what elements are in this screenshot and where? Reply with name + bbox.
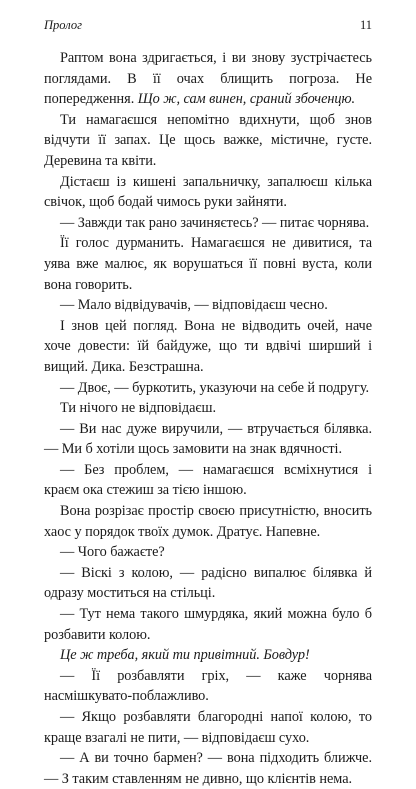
paragraph [44, 233, 372, 295]
paragraph-italic-text: Що ж, сам винен, сраний збоченцю. [137, 91, 356, 108]
paragraph-text: І знов цей погляд. Вона не відводить очей, наче хоче довести: їй байдуже, що ти вдвічі ширший і вищий. Дика. Безстрашна. [44, 317, 372, 375]
paragraph-text: — Чого бажаєте? [60, 544, 165, 561]
paragraph-text: Вона розрізає простір своєю присутністю, вносить хаос у порядок твоїх думок. Дратує. Напевне. [44, 503, 372, 540]
paragraph-italic-text: Це ж треба, який ти привітний. Бовдур! [60, 647, 310, 664]
paragraph-text: Ти нічого не відповідаєш. [60, 400, 216, 417]
paragraph [44, 295, 372, 316]
paragraph [44, 110, 372, 172]
paragraph-text: — Мало відвідувачів, — відповідаєш чесно. [60, 297, 328, 314]
paragraph [44, 460, 372, 501]
paragraph-text: Дістаєш із кишені запальничку, запалюєш кілька свічок, щоб бодай чимось руки зайняти. [44, 173, 372, 211]
paragraph-text: — Її розбавляти гріх, — каже чорнява насмішкувато-поблажливо. [44, 667, 372, 705]
running-head: Пролог [44, 18, 82, 32]
paragraph [44, 398, 372, 419]
paragraph [44, 316, 372, 378]
paragraph [44, 213, 372, 234]
paragraph [44, 378, 372, 399]
paragraph-text: — Віскі з колою, — радісно випалює білявка й одразу моститься на стільці. [44, 564, 372, 602]
paragraph-text: — А ви точно бармен? — вона підходить ближче. — З таким ставленням не дивно, що клієнтів нема. [44, 750, 372, 787]
paragraph-text: — Ви нас дуже виручили, — втручається білявка. — Ми б хотіли щось замовити на знак вдячності. [44, 420, 372, 458]
paragraph-text: — Без проблем, — намагаєшся всміхнутися і краєм ока стежиш за тією іншою. [44, 461, 372, 499]
paragraph [44, 542, 372, 563]
paragraph-text: Раптом вона здригається, і ви знову зустрічаєтесь поглядами. В її очах блищить погроза. Не попередження. [44, 50, 372, 108]
paragraph [44, 666, 372, 707]
paragraph-text: — Двоє, — буркотить, указуючи на себе й подругу. [60, 379, 370, 396]
paragraph [44, 419, 372, 460]
page-body [44, 48, 372, 789]
paragraph [44, 645, 372, 666]
paragraph-text: — Завжди так рано зачиняєтесь? — питає чорнява. [60, 214, 370, 231]
paragraph-text: Ти намагаєшся непомітно вдихнути, щоб знов відчути її запах. Це щось важке, містичне, густе. Деревина та квіти. [44, 111, 372, 169]
paragraph-text: Її голос дурманить. Намагаєшся не дивитися, та уява вже малює, як ворушаться її повні вуста, коли вона говорить. [44, 235, 372, 293]
paragraph [44, 172, 372, 213]
page-number: 11 [359, 18, 372, 32]
page-header [44, 18, 372, 40]
paragraph-text: — Якщо розбавляти благородні напої колою, то краще взагалі не пити, — відповідаєш сухо. [44, 709, 372, 746]
paragraph [44, 48, 372, 110]
paragraph [44, 748, 372, 789]
paragraph [44, 563, 372, 604]
paragraph [44, 707, 372, 748]
paragraph-text: — Тут нема такого шмурдяка, який можна було б розбавити колою. [44, 606, 372, 643]
paragraph [44, 501, 372, 542]
paragraph [44, 604, 372, 645]
